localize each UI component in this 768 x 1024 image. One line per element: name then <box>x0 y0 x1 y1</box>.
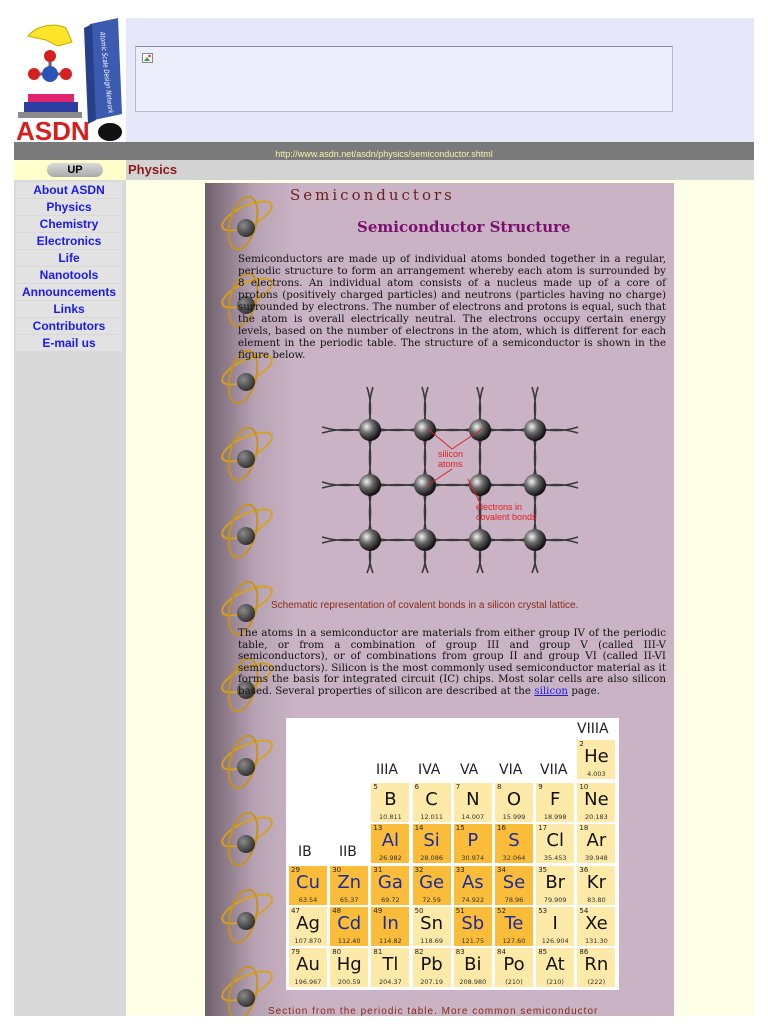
atomic-weight: 69.72 <box>381 896 400 904</box>
asdn-logo-graphic <box>14 18 126 142</box>
element-cell <box>576 823 616 864</box>
element-cell <box>370 906 410 947</box>
lattice-caption: Schematic representation of covalent bonds in a silicon crystal lattice. <box>271 600 579 611</box>
sidebar-item-announcements[interactable]: Announcements <box>16 284 122 300</box>
atomic-number: 34 <box>497 866 506 874</box>
sidebar-item-contributors[interactable]: Contributors <box>16 318 122 334</box>
element-symbol: Ar <box>586 830 607 851</box>
atomic-weight: 83.80 <box>587 896 606 904</box>
atomic-number: 7 <box>455 783 461 791</box>
atomic-weight: 14.007 <box>461 813 485 821</box>
sidebar-item-life[interactable]: Life <box>16 250 122 266</box>
element-symbol: Cu <box>296 872 320 893</box>
element-cell <box>370 782 410 823</box>
sidebar-item-email-us[interactable]: E-mail us <box>16 335 122 351</box>
atomic-weight: 79.909 <box>543 896 567 904</box>
atomic-number: 80 <box>332 948 342 956</box>
group-header-via: VIA <box>499 762 523 778</box>
atomic-number: 48 <box>332 907 342 915</box>
group-header-viiia: VIIIA <box>577 721 609 737</box>
element-symbol: O <box>506 789 522 810</box>
logo-book-text: Atomic Scale Design Network <box>98 31 117 135</box>
atom-decoration-icon <box>205 414 295 491</box>
element-cell <box>535 906 575 947</box>
element-symbol: As <box>461 872 484 893</box>
atomic-number: 16 <box>497 824 506 832</box>
element-cell <box>535 865 575 906</box>
atomic-weight: 32.064 <box>502 854 526 862</box>
element-cell <box>412 782 452 823</box>
element-cell <box>576 865 616 906</box>
atomic-number: 18 <box>579 824 589 832</box>
atomic-number: 83 <box>455 948 465 956</box>
element-symbol: B <box>384 789 397 810</box>
atomic-weight: 118.69 <box>420 937 443 945</box>
atomic-weight: 35.453 <box>543 854 567 862</box>
element-cell <box>453 947 493 988</box>
atom-decoration-icon <box>205 491 295 568</box>
element-cell <box>494 906 534 947</box>
lattice-label-atoms: atoms <box>438 459 463 469</box>
element-symbol: Au <box>296 954 320 975</box>
silicon-atom <box>359 419 381 441</box>
element-cell <box>288 865 328 906</box>
atomic-number: 82 <box>414 948 424 956</box>
element-cell <box>329 906 369 947</box>
atom-decoration-icon <box>205 876 295 953</box>
sidebar-item-about-asdn[interactable]: About ASDN <box>16 182 122 198</box>
atomic-weight: 208.980 <box>459 978 487 986</box>
atomic-weight: 26.982 <box>379 854 402 862</box>
element-symbol: Kr <box>586 872 606 893</box>
atomic-number: 84 <box>497 948 506 956</box>
silicon-atom <box>414 529 436 551</box>
up-cell <box>14 160 126 180</box>
atomic-number: 49 <box>373 907 383 915</box>
group-header-iib: IIB <box>339 844 357 860</box>
atomic-weight: 15.999 <box>502 813 526 821</box>
element-cell <box>412 823 452 864</box>
element-symbol: N <box>466 789 480 810</box>
atomic-weight: (210) <box>505 978 523 986</box>
logo-wordmark: ASDN <box>16 116 90 142</box>
atomic-weight: 39.948 <box>585 854 608 862</box>
element-symbol: Ag <box>296 913 320 934</box>
atomic-weight: 196.967 <box>294 978 322 986</box>
silicon-link[interactable]: silicon <box>534 684 569 697</box>
element-cell <box>370 947 410 988</box>
element-symbol: I <box>552 913 558 934</box>
element-symbol: Sb <box>461 913 485 934</box>
atomic-number: 2 <box>579 740 584 748</box>
atomic-number: 47 <box>291 907 300 915</box>
sidebar-item-electronics[interactable]: Electronics <box>16 233 122 249</box>
atomic-weight: 107.870 <box>294 937 322 945</box>
atomic-weight: 112.40 <box>337 937 361 945</box>
atomic-number: 36 <box>579 866 589 874</box>
atomic-weight: 28.086 <box>420 854 443 862</box>
group-header-viia: VIIA <box>540 762 568 778</box>
atom-decoration-icon <box>205 722 295 799</box>
silicon-atom <box>414 474 436 496</box>
silicon-atom <box>469 474 491 496</box>
element-cell <box>288 947 328 988</box>
element-cell <box>453 823 493 864</box>
atomic-weight: 74.922 <box>461 896 485 904</box>
banner-image-frame <box>135 46 673 112</box>
element-cell <box>535 823 575 864</box>
atomic-number: 13 <box>373 824 383 832</box>
element-symbol: Br <box>545 872 566 893</box>
atomic-weight: (222) <box>587 978 606 986</box>
element-symbol: Cd <box>337 913 362 934</box>
atomic-weight: 65.37 <box>339 896 359 904</box>
element-cell <box>370 865 410 906</box>
silicon-lattice-figure <box>320 385 580 575</box>
element-cell <box>412 906 452 947</box>
silicon-atom <box>469 529 491 551</box>
atomic-weight: 131.30 <box>585 937 608 945</box>
atomic-number: 33 <box>455 866 465 874</box>
atomic-number: 8 <box>497 783 502 791</box>
group-header-va: VA <box>460 762 479 778</box>
periodic-table-figure <box>286 718 619 990</box>
element-symbol: Cl <box>546 830 564 851</box>
element-cell <box>494 823 534 864</box>
element-symbol: At <box>545 954 565 975</box>
atomic-weight: 78.96 <box>504 896 524 904</box>
group-paragraph-end: page. <box>568 684 601 697</box>
section-title: Physics <box>128 162 178 177</box>
section-header <box>126 160 754 180</box>
element-symbol: Po <box>503 954 525 975</box>
element-symbol: He <box>584 746 609 767</box>
element-symbol: S <box>508 830 520 851</box>
up-button[interactable]: UP <box>47 163 103 177</box>
intro-paragraph: Semiconductors are made up of individual atoms bonded together in a regular, periodic structure to form an arrangement whereby each atom is surrounded by 8 electrons. An individual atom consists of a nucleus made up of a core of protons (positively charged particles) and neutrons (particles having no charge) surrounded by electrons. The number of electrons and protons is equal, such that the atom is overall electrically neutral. The electrons occupy certain energy levels, based on the number of electrons in the atom, which is different for each element in the periodic table. The structure of a semiconductor is shown in the figure below. <box>238 253 666 361</box>
atomic-number: 14 <box>414 824 424 832</box>
atomic-number: 31 <box>373 866 383 874</box>
atomic-weight: 63.54 <box>298 896 318 904</box>
page-heading: Semiconductors <box>290 186 455 204</box>
atomic-number: 54 <box>579 907 589 915</box>
silicon-atom <box>524 529 546 551</box>
atomic-number: 79 <box>291 948 300 956</box>
element-symbol: Si <box>423 830 440 851</box>
atomic-weight: 18.998 <box>543 813 567 821</box>
element-cell <box>576 782 616 823</box>
atomic-number: 9 <box>538 783 543 791</box>
group-paragraph-text: The atoms in a semiconductor are materials from either group IV of the periodic table, or from a combination of group III and group V (called III-V semiconductors), or of combinations from group II and group VI (called II-VI semiconductors). Silicon is the most commonly used semiconductor material as it forms the basis for integrated circuit (IC) chips. Most solar cells are also silicon based. Several properties of silicon are described at the <box>238 627 666 697</box>
atomic-number: 51 <box>455 907 465 915</box>
silicon-atom <box>359 474 381 496</box>
broken-image-icon <box>142 53 153 63</box>
atomic-weight: 204.37 <box>379 978 402 986</box>
element-symbol: Al <box>381 830 400 851</box>
element-cell <box>535 947 575 988</box>
element-symbol: P <box>467 830 479 851</box>
element-symbol: Tl <box>382 954 399 975</box>
element-symbol: Hg <box>336 954 362 975</box>
sidebar <box>14 180 126 1016</box>
atomic-weight: 207.19 <box>420 978 443 986</box>
atomic-number: 17 <box>538 824 548 832</box>
sidebar-item-nanotools[interactable]: Nanotools <box>16 267 122 283</box>
atomic-number: 52 <box>497 907 506 915</box>
lattice-label-silicon: silicon <box>438 449 464 459</box>
url-bar <box>14 142 754 160</box>
atomic-weight: 12.011 <box>420 813 443 821</box>
element-symbol: Se <box>502 872 526 893</box>
atomic-number: 35 <box>538 866 548 874</box>
element-cell <box>412 947 452 988</box>
atomic-number: 29 <box>291 866 300 874</box>
group-header-iiia: IIIA <box>376 762 398 778</box>
atom-decoration-icon <box>205 799 295 876</box>
element-symbol: Bi <box>464 954 482 975</box>
element-cell <box>576 739 616 780</box>
atomic-number: 5 <box>373 783 378 791</box>
group-header-ib: IB <box>298 844 312 860</box>
element-symbol: In <box>382 913 399 934</box>
lattice-label-covalent-bonds: covalent bonds <box>476 512 537 522</box>
atomic-number: 15 <box>455 824 465 832</box>
sidebar-item-links[interactable]: Links <box>16 301 122 317</box>
lattice-label-electrons-in: electrons in <box>476 502 523 512</box>
silicon-atom <box>359 529 381 551</box>
element-cell <box>370 823 410 864</box>
element-cell <box>453 782 493 823</box>
atomic-number: 86 <box>579 948 589 956</box>
atomic-number: 81 <box>373 948 383 956</box>
atomic-weight: 127.60 <box>502 937 526 945</box>
atomic-number: 50 <box>414 907 424 915</box>
periodic-table-caption: Section from the periodic table. More common semiconductor <box>268 1006 599 1017</box>
atomic-number: 6 <box>414 783 420 791</box>
element-cell <box>494 782 534 823</box>
element-cell <box>453 906 493 947</box>
atomic-weight: 20.183 <box>585 813 608 821</box>
element-cell <box>288 906 328 947</box>
element-symbol: Zn <box>337 872 362 893</box>
group-paragraph <box>238 628 666 698</box>
element-cell <box>535 782 575 823</box>
atom-decoration-icon <box>205 183 295 260</box>
element-symbol: F <box>550 789 561 810</box>
atomic-number: 32 <box>414 866 424 874</box>
element-cell <box>412 865 452 906</box>
atomic-weight: 30.974 <box>461 854 485 862</box>
element-symbol: Pb <box>420 954 443 975</box>
element-symbol: Rn <box>584 954 609 975</box>
atomic-number: 53 <box>538 907 548 915</box>
sidebar-item-physics[interactable]: Physics <box>16 199 122 215</box>
element-symbol: Te <box>504 913 524 934</box>
silicon-atom <box>414 419 436 441</box>
element-cell <box>453 865 493 906</box>
element-cell <box>576 947 616 988</box>
group-header-iva: IVA <box>418 762 441 778</box>
element-cell <box>329 865 369 906</box>
page-url: http://www.asdn.net/asdn/physics/semiconductor.shtml <box>275 149 493 159</box>
element-cell <box>576 906 616 947</box>
atomic-weight: 200.59 <box>337 978 361 986</box>
content-title: Semiconductor Structure <box>357 218 571 236</box>
element-cell <box>329 947 369 988</box>
element-cell <box>494 865 534 906</box>
sidebar-nav <box>16 182 122 352</box>
atomic-weight: 4.003 <box>587 770 606 778</box>
atomic-weight: 126.904 <box>541 937 569 945</box>
silicon-atom <box>524 419 546 441</box>
element-symbol: Sn <box>420 913 444 934</box>
element-symbol: Xe <box>585 913 608 934</box>
atomic-weight: 10.811 <box>379 813 402 821</box>
atomic-number: 10 <box>579 783 589 791</box>
atomic-number: 85 <box>538 948 548 956</box>
silicon-atom <box>524 474 546 496</box>
element-symbol: Ge <box>419 872 445 893</box>
atomic-weight: 121.75 <box>461 937 485 945</box>
atomic-weight: 72.59 <box>422 896 441 904</box>
element-symbol: C <box>425 789 438 810</box>
atomic-weight: (210) <box>546 978 564 986</box>
asdn-logo[interactable] <box>14 18 126 142</box>
element-symbol: Ne <box>584 789 609 810</box>
atomic-number: 30 <box>332 866 342 874</box>
sidebar-item-chemistry[interactable]: Chemistry <box>16 216 122 232</box>
element-symbol: Ga <box>377 872 403 893</box>
element-cell <box>494 947 534 988</box>
atomic-weight: 114.82 <box>379 937 402 945</box>
